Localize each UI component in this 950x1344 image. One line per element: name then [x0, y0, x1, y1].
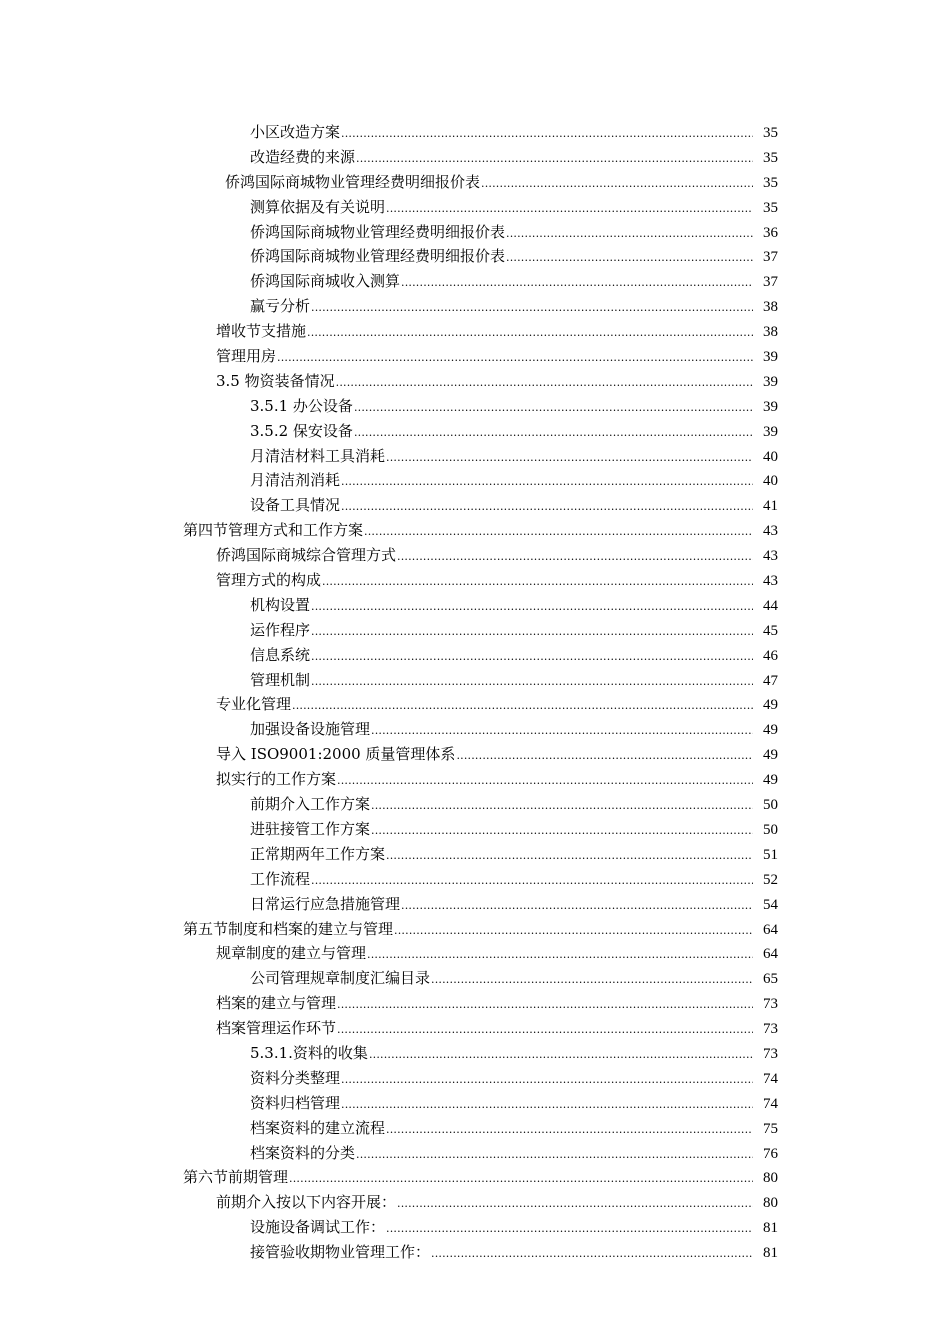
toc-entry[interactable] [0, 643, 778, 668]
toc-entry[interactable] [0, 319, 778, 344]
toc-page-number: 39 [763, 423, 778, 440]
toc-page-number: 54 [763, 896, 778, 913]
dot-leader [354, 396, 753, 421]
toc-entry[interactable] [0, 1091, 778, 1116]
toc-entry[interactable] [0, 842, 778, 867]
toc-entry[interactable] [0, 618, 778, 643]
toc-entry-title: 5.3.1.资料的收集 [250, 1043, 368, 1062]
toc-page-number: 76 [763, 1145, 778, 1162]
toc-entry[interactable] [0, 668, 778, 693]
dot-leader [481, 172, 753, 197]
toc-page-number: 39 [763, 373, 778, 390]
toc-page-number: 40 [763, 473, 778, 490]
toc-entry-title: 档案的建立与管理 [216, 994, 337, 1013]
dot-leader [311, 595, 753, 620]
dot-leader [386, 1118, 753, 1143]
toc-entry[interactable] [0, 220, 778, 245]
toc-entry-title: 测算依据及有关说明 [250, 197, 386, 216]
dot-leader [289, 1167, 753, 1192]
toc-page-number: 73 [763, 1021, 778, 1038]
toc-page-number: 65 [763, 971, 778, 988]
toc-page-number: 45 [763, 622, 778, 639]
dot-leader [371, 719, 753, 744]
dot-leader [337, 993, 753, 1018]
toc-entry-title: 运作程序 [250, 620, 311, 639]
toc-entry[interactable] [0, 867, 778, 892]
dot-leader [322, 570, 753, 595]
toc-page-number: 39 [763, 349, 778, 366]
dot-leader [371, 819, 753, 844]
toc-entry-title: 进驻接管工作方案 [250, 819, 371, 838]
toc-entry-title: 资料归档管理 [250, 1093, 341, 1112]
dot-leader [292, 694, 753, 719]
toc-entry-title: 侨鸿国际商城收入测算 [250, 272, 401, 291]
toc-page-number: 51 [763, 846, 778, 863]
toc-entry[interactable] [0, 941, 778, 966]
toc-entry-title: 机构设置 [250, 595, 311, 614]
toc-page-number: 64 [763, 921, 778, 938]
toc-page-number: 74 [763, 1070, 778, 1087]
toc-entry-title: 制度和档案的建立与管理 [228, 919, 394, 938]
toc-section-number: 第六节 [183, 1168, 229, 1187]
toc-entry-title: 管理方式的构成 [216, 571, 322, 590]
dot-leader [354, 421, 753, 446]
toc-entry[interactable] [0, 742, 778, 767]
toc-entry[interactable] [0, 1041, 778, 1066]
dot-leader [394, 919, 753, 944]
toc-entry[interactable] [0, 1116, 778, 1141]
toc-entry-title: 正常期两年工作方案 [250, 844, 386, 863]
toc-entry-title: 侨鸿国际商城物业管理经费明细报价表 [250, 222, 506, 241]
toc-entry[interactable] [0, 1240, 778, 1265]
toc-page-number: 35 [763, 199, 778, 216]
toc-entry-title: 3.5.1 办公设备 [250, 396, 353, 415]
toc-page-number: 73 [763, 996, 778, 1013]
toc-entry-title: 档案资料的分类 [250, 1143, 356, 1162]
toc-entry-title: 管理方式和工作方案 [228, 521, 364, 540]
toc-entry[interactable] [0, 817, 778, 842]
toc-entry-title: 公司管理规章制度汇编目录 [250, 969, 431, 988]
toc-entry[interactable] [0, 518, 778, 543]
dot-leader [311, 620, 753, 645]
toc-entry[interactable] [0, 294, 778, 319]
toc-entry-title: 3.5.2 保安设备 [250, 421, 353, 440]
toc-entry-title: 前期介入工作方案 [250, 795, 371, 814]
toc-entry-title: 导入 ISO9001:2000 质量管理体系 [216, 745, 456, 764]
toc-section-number: 第五节 [183, 919, 229, 938]
toc-entry[interactable] [0, 717, 778, 742]
dot-leader [369, 1043, 753, 1068]
toc-page-number: 37 [763, 274, 778, 291]
toc-entry-title: 3.5 物资装备情况 [216, 371, 335, 390]
dot-leader [311, 645, 753, 670]
dot-leader [386, 197, 753, 222]
toc-page-number: 41 [763, 498, 778, 515]
toc-entry[interactable] [0, 244, 778, 269]
dot-leader [341, 122, 753, 147]
toc-entry[interactable] [0, 1016, 778, 1041]
toc-page-number: 74 [763, 1095, 778, 1112]
toc-page-number: 35 [763, 125, 778, 141]
toc-entry[interactable] [0, 568, 778, 593]
toc-entry-title: 设施设备调试工作： [250, 1218, 386, 1237]
dot-leader [397, 545, 753, 570]
toc-entry-title: 前期管理 [228, 1168, 289, 1187]
dot-leader [386, 446, 753, 471]
table-of-contents [0, 120, 950, 1265]
toc-page-number: 49 [763, 772, 778, 789]
toc-page-number: 37 [763, 249, 778, 266]
toc-entry[interactable] [0, 892, 778, 917]
toc-entry-title: 设备工具情况 [250, 496, 341, 515]
dot-leader [386, 1217, 753, 1242]
dot-leader [311, 296, 753, 321]
dot-leader [506, 246, 753, 271]
toc-entry[interactable] [0, 394, 778, 419]
dot-leader [456, 744, 753, 769]
toc-entry[interactable] [0, 1190, 778, 1215]
toc-page-number: 44 [763, 597, 778, 614]
toc-page-number: 43 [763, 548, 778, 565]
toc-entry-title: 专业化管理 [216, 695, 292, 714]
toc-page-number: 64 [763, 946, 778, 963]
toc-page-number: 50 [763, 821, 778, 838]
toc-entry[interactable] [0, 1141, 778, 1166]
toc-entry-title: 管理用房 [216, 347, 277, 366]
toc-page-number: 43 [763, 573, 778, 590]
dot-leader [431, 1242, 753, 1267]
dot-leader [401, 271, 753, 296]
dot-leader [364, 520, 753, 545]
toc-page-number: 43 [763, 523, 778, 540]
toc-page-number: 81 [763, 1245, 778, 1262]
toc-entry-title: 侨鸿国际商城综合管理方式 [216, 546, 397, 565]
dot-leader [371, 794, 753, 819]
toc-page-number: 49 [763, 747, 778, 764]
dot-leader [341, 470, 753, 495]
toc-entry-title: 资料分类整理 [250, 1068, 341, 1087]
dot-leader [341, 495, 753, 520]
dot-leader [367, 943, 753, 968]
toc-entry[interactable] [0, 792, 778, 817]
dot-leader [277, 346, 753, 371]
toc-page-number: 52 [763, 871, 778, 888]
toc-page-number: 36 [763, 224, 778, 241]
toc-section-number: 第四节 [183, 521, 229, 540]
toc-page-number: 35 [763, 149, 778, 166]
toc-entry-title: 侨鸿国际商城物业管理经费明细报价表 [225, 172, 481, 191]
toc-entry[interactable] [0, 145, 778, 170]
toc-entry[interactable] [0, 1215, 778, 1240]
toc-entry[interactable] [0, 1066, 778, 1091]
toc-entry-title: 加强设备设施管理 [250, 720, 371, 739]
toc-entry[interactable] [0, 543, 778, 568]
toc-entry-title: 规章制度的建立与管理 [216, 944, 367, 963]
toc-entry[interactable] [0, 419, 778, 444]
dot-leader [311, 869, 753, 894]
toc-entry[interactable] [0, 269, 778, 294]
toc-page-number: 40 [763, 448, 778, 465]
toc-entry-title: 信息系统 [250, 645, 311, 664]
toc-entry[interactable] [0, 767, 778, 792]
dot-leader [341, 1093, 753, 1118]
toc-entry-title: 月清洁剂消耗 [250, 471, 341, 490]
toc-page-number: 81 [763, 1220, 778, 1237]
toc-page-number: 50 [763, 797, 778, 814]
toc-entry-title: 管理机制 [250, 670, 311, 689]
toc-entry[interactable] [0, 444, 778, 469]
toc-entry-title: 档案资料的建立流程 [250, 1118, 386, 1137]
dot-leader [356, 147, 753, 172]
toc-entry-title: 侨鸿国际商城物业管理经费明细报价表 [250, 247, 506, 266]
toc-entry-title: 工作流程 [250, 869, 311, 888]
toc-page-number: 49 [763, 697, 778, 714]
dot-leader [311, 670, 753, 695]
toc-page-number: 49 [763, 722, 778, 739]
toc-entry[interactable] [0, 593, 778, 618]
toc-entry-title: 小区改造方案 [250, 123, 341, 141]
toc-page-number: 39 [763, 398, 778, 415]
dot-leader [356, 1143, 753, 1168]
toc-entry[interactable] [0, 991, 778, 1016]
toc-entry[interactable] [0, 120, 778, 145]
toc-page-number: 38 [763, 299, 778, 316]
toc-page-number: 38 [763, 324, 778, 341]
dot-leader [397, 1192, 753, 1217]
dot-leader [386, 844, 753, 869]
toc-entry[interactable] [0, 917, 778, 942]
toc-entry-title: 日常运行应急措施管理 [250, 894, 401, 913]
toc-entry-title: 改造经费的来源 [250, 147, 356, 166]
toc-entry-title: 增收节支措施 [216, 322, 307, 341]
toc-entry[interactable] [0, 369, 778, 394]
toc-entry[interactable] [0, 493, 778, 518]
toc-entry[interactable] [0, 195, 778, 220]
toc-page-number: 35 [763, 174, 778, 191]
toc-entry[interactable] [0, 468, 778, 493]
dot-leader [506, 222, 753, 247]
toc-entry[interactable] [0, 692, 778, 717]
toc-page-number: 47 [763, 672, 778, 689]
toc-entry[interactable] [0, 1165, 778, 1190]
toc-entry[interactable] [0, 170, 778, 195]
toc-entry[interactable] [0, 966, 778, 991]
dot-leader [341, 1068, 753, 1093]
toc-entry-title: 拟实行的工作方案 [216, 770, 337, 789]
dot-leader [337, 1018, 753, 1043]
toc-page-number: 80 [763, 1195, 778, 1212]
dot-leader [431, 968, 753, 993]
toc-page-number: 46 [763, 647, 778, 664]
dot-leader [307, 321, 753, 346]
toc-page-number: 75 [763, 1120, 778, 1137]
toc-entry-title: 档案管理运作环节 [216, 1019, 337, 1038]
toc-entry-title: 赢亏分析 [250, 297, 311, 316]
dot-leader [337, 769, 753, 794]
toc-entry-title: 接管验收期物业管理工作： [250, 1243, 431, 1262]
toc-entry-title: 前期介入按以下内容开展： [216, 1193, 397, 1212]
toc-page-number: 80 [763, 1170, 778, 1187]
toc-page-number: 73 [763, 1045, 778, 1062]
dot-leader [336, 371, 753, 396]
dot-leader [401, 894, 753, 919]
toc-entry[interactable] [0, 344, 778, 369]
toc-entry-title: 月清洁材料工具消耗 [250, 446, 386, 465]
